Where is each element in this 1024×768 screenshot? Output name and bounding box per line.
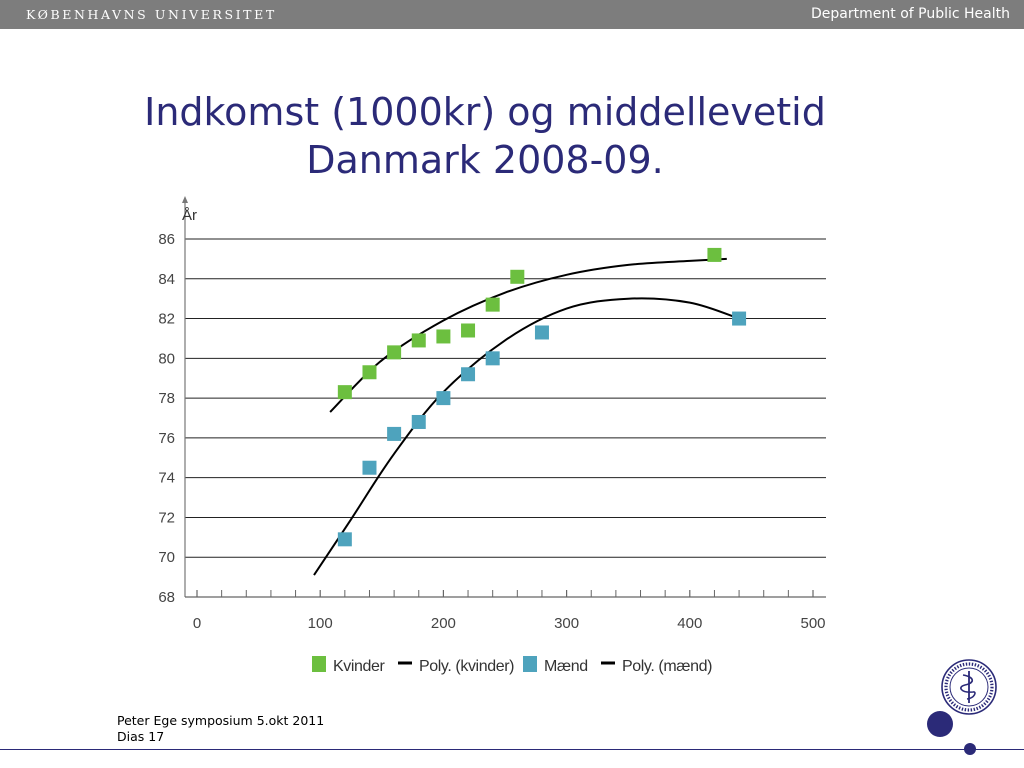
- marker-kvinder: [707, 248, 721, 262]
- university-seal-icon: [940, 658, 998, 716]
- marker-kvinder: [362, 365, 376, 379]
- university-name: KØBENHAVNS UNIVERSITET: [26, 7, 277, 22]
- marker-maend: [732, 312, 746, 326]
- marker-kvinder: [338, 385, 352, 399]
- y-tick-label: 86: [158, 231, 175, 248]
- marker-kvinder: [436, 329, 450, 343]
- y-axis-arrow: [182, 196, 188, 203]
- decorative-dot-large: [927, 711, 953, 737]
- y-tick-label: 82: [158, 310, 175, 328]
- marker-maend: [461, 367, 475, 381]
- marker-maend: [412, 415, 426, 429]
- x-tick-label: 0: [192, 615, 202, 632]
- legend-label-maend: Mænd: [544, 658, 588, 675]
- footer-divider: [0, 749, 1024, 750]
- legend-label-kvinder: Kvinder: [333, 658, 385, 675]
- slide-title-line2: Danmark 2008-09.: [306, 138, 664, 182]
- y-tick-label: 74: [158, 469, 175, 487]
- trendline-kvinder: [330, 259, 727, 412]
- footer-line1: Peter Ege symposium 5.okt 2011: [117, 713, 325, 728]
- marker-maend: [535, 325, 549, 339]
- y-tick-label: 72: [158, 509, 175, 527]
- marker-kvinder: [486, 298, 500, 312]
- legend-swatch-kvinder: [312, 656, 326, 672]
- department-name: Department of Public Health: [811, 6, 1010, 22]
- marker-maend: [338, 532, 352, 546]
- marker-kvinder: [387, 345, 401, 359]
- x-tick-label: 400: [677, 615, 703, 632]
- marker-maend: [387, 427, 401, 441]
- y-tick-label: 68: [158, 589, 175, 606]
- marker-kvinder: [412, 333, 426, 347]
- y-tick-label: 76: [158, 429, 175, 447]
- y-axis-label: År: [182, 207, 197, 224]
- slide-title-line1: Indkomst (1000kr) og middellevetid: [144, 90, 826, 134]
- x-tick-label: 300: [554, 615, 580, 632]
- marker-maend: [362, 461, 376, 475]
- trendline-maend: [314, 298, 739, 575]
- y-tick-label: 80: [158, 350, 175, 368]
- marker-maend: [436, 391, 450, 405]
- marker-kvinder: [461, 323, 475, 337]
- legend-label-poly-kvinder: Poly. (kvinder): [419, 658, 515, 675]
- decorative-dot-small: [964, 743, 976, 755]
- x-tick-label: 100: [307, 615, 333, 632]
- legend-label-poly-maend: Poly. (mænd): [622, 658, 713, 675]
- y-tick-label: 70: [158, 549, 175, 567]
- legend-swatch-maend: [523, 656, 537, 672]
- marker-maend: [486, 351, 500, 365]
- y-tick-label: 78: [158, 390, 175, 408]
- y-tick-label: 84: [158, 270, 175, 288]
- x-tick-label: 200: [430, 615, 456, 632]
- footer-line2: Dias 17: [117, 729, 165, 744]
- footer-text: [117, 713, 324, 745]
- marker-kvinder: [510, 270, 524, 284]
- x-tick-label: 500: [800, 615, 826, 632]
